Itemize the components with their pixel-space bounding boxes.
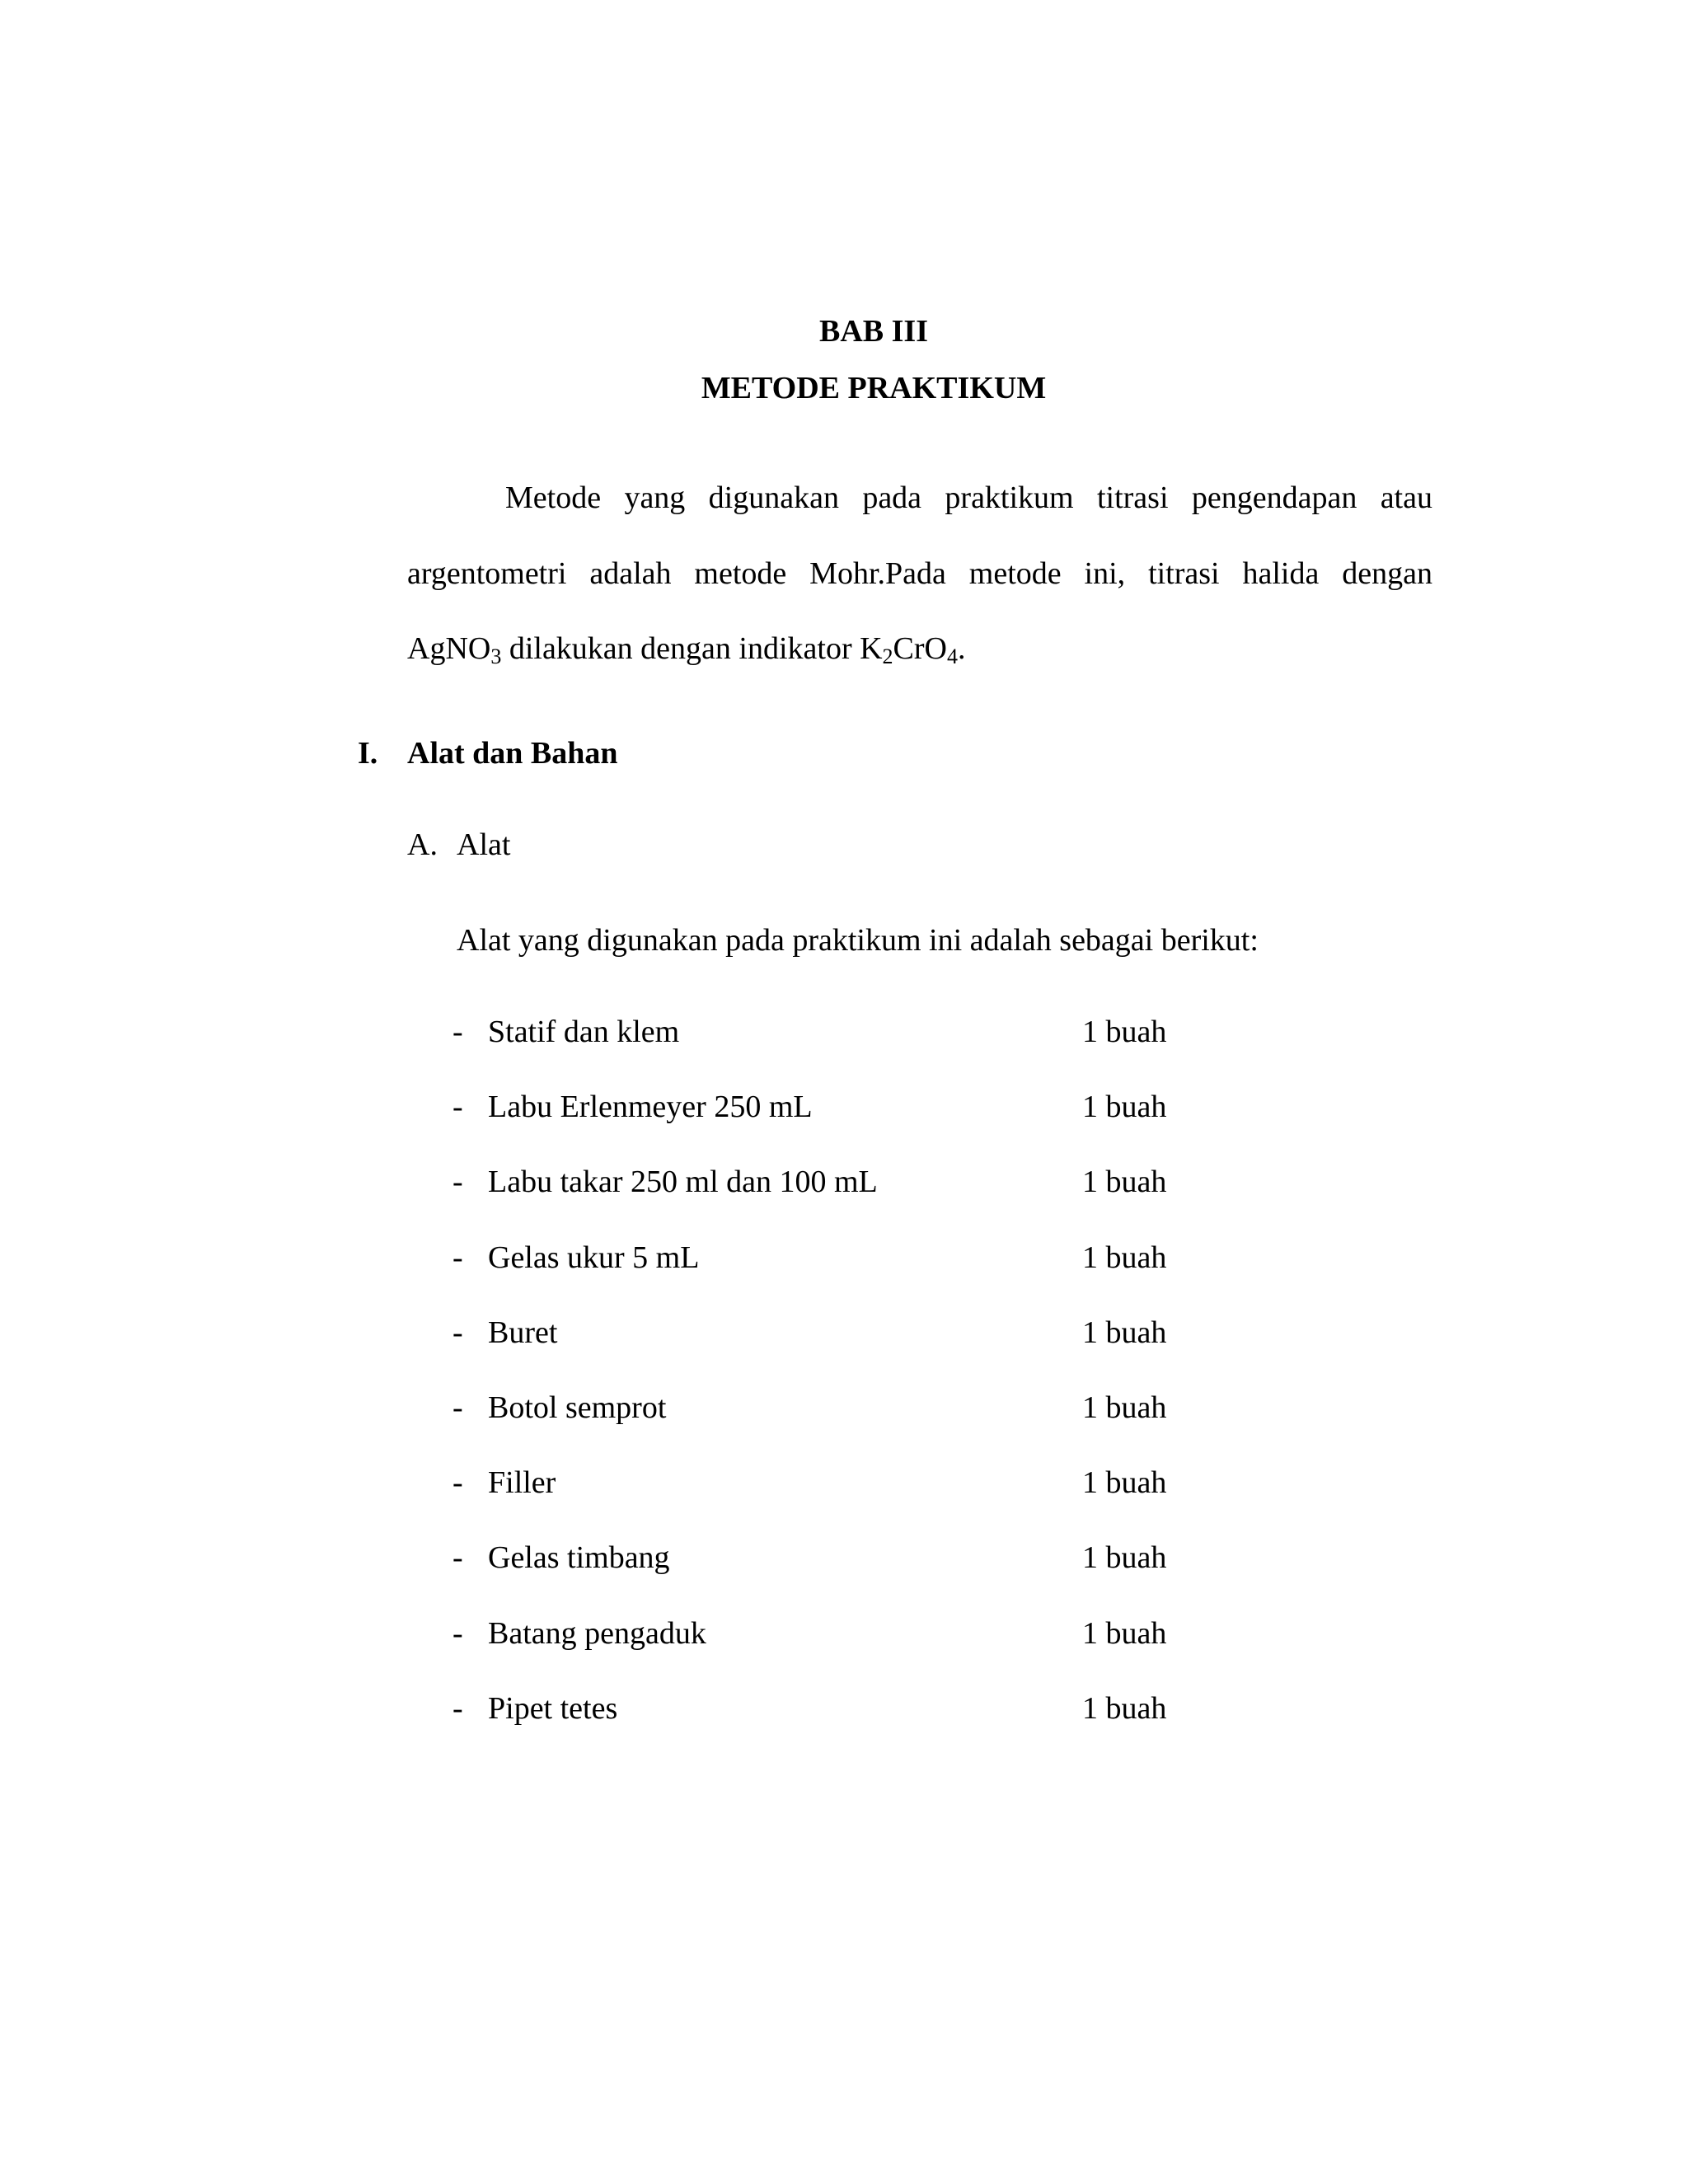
subscript-4: 4 bbox=[947, 644, 958, 668]
list-item bbox=[0, 1016, 1688, 1091]
item-name: Statif dan klem bbox=[488, 1015, 680, 1049]
item-name: Botol semprot bbox=[488, 1390, 667, 1425]
list-item bbox=[0, 1091, 1688, 1166]
subsection-letter: A. bbox=[407, 827, 438, 862]
list-dash: - bbox=[452, 1015, 463, 1049]
list-item bbox=[0, 1615, 1688, 1693]
item-name: Gelas timbang bbox=[488, 1540, 670, 1576]
list-item bbox=[0, 1166, 1688, 1241]
list-item bbox=[0, 1317, 1688, 1392]
list-item bbox=[0, 1242, 1688, 1317]
list-dash: - bbox=[452, 1540, 463, 1576]
intro-paragraph-line-2: argentometri adalah metode Mohr.Pada metode ini, titrasi halida dengan bbox=[407, 556, 1432, 591]
item-quantity: 1 buah bbox=[1082, 1240, 1167, 1275]
list-dash: - bbox=[452, 1315, 463, 1350]
subscript-2: 2 bbox=[882, 644, 893, 668]
chapter-title: METODE PRAKTIKUM bbox=[701, 371, 1047, 405]
list-item bbox=[0, 1467, 1688, 1542]
item-name: Gelas ukur 5 mL bbox=[488, 1240, 700, 1275]
list-dash: - bbox=[452, 1240, 463, 1275]
intro-paragraph-line-3 bbox=[407, 631, 1432, 668]
item-quantity: 1 buah bbox=[1082, 1165, 1167, 1200]
formula-agno: AgNO bbox=[407, 631, 491, 666]
item-name: Batang pengaduk bbox=[488, 1615, 706, 1651]
list-item bbox=[0, 1542, 1688, 1617]
intro-paragraph-line-1: Metode yang digunakan pada praktikum titrasi pengendapan atau bbox=[505, 480, 1432, 515]
subscript-3: 3 bbox=[490, 644, 502, 668]
indicator-text: dilakukan dengan indikator K bbox=[501, 631, 883, 666]
list-dash: - bbox=[452, 1615, 463, 1651]
list-dash: - bbox=[452, 1090, 463, 1125]
list-item bbox=[0, 1392, 1688, 1467]
item-quantity: 1 buah bbox=[1082, 1315, 1167, 1350]
formula-cro: CrO bbox=[893, 631, 947, 666]
equipment-list bbox=[0, 1016, 1688, 1768]
item-name: Labu takar 250 ml dan 100 mL bbox=[488, 1165, 878, 1200]
section-number: I. bbox=[358, 736, 378, 771]
item-quantity: 1 buah bbox=[1082, 1615, 1167, 1651]
subsection-title: Alat bbox=[457, 827, 511, 862]
item-quantity: 1 buah bbox=[1082, 1390, 1167, 1425]
period: . bbox=[958, 631, 966, 666]
item-quantity: 1 buah bbox=[1082, 1465, 1167, 1501]
item-name: Buret bbox=[488, 1315, 558, 1350]
item-quantity: 1 buah bbox=[1082, 1015, 1167, 1049]
chapter-label: BAB III bbox=[819, 314, 928, 349]
item-name: Labu Erlenmeyer 250 mL bbox=[488, 1090, 813, 1125]
list-dash: - bbox=[452, 1165, 463, 1200]
item-name: Pipet tetes bbox=[488, 1690, 618, 1726]
subsection-intro: Alat yang digunakan pada praktikum ini adalah sebagai berikut: bbox=[457, 923, 1259, 958]
item-quantity: 1 buah bbox=[1082, 1540, 1167, 1576]
section-title: Alat dan Bahan bbox=[407, 736, 618, 771]
list-dash: - bbox=[452, 1390, 463, 1425]
item-quantity: 1 buah bbox=[1082, 1690, 1167, 1726]
list-dash: - bbox=[452, 1465, 463, 1501]
list-dash: - bbox=[452, 1690, 463, 1726]
item-quantity: 1 buah bbox=[1082, 1090, 1167, 1125]
list-item bbox=[0, 1690, 1688, 1768]
item-name: Filler bbox=[488, 1465, 556, 1501]
